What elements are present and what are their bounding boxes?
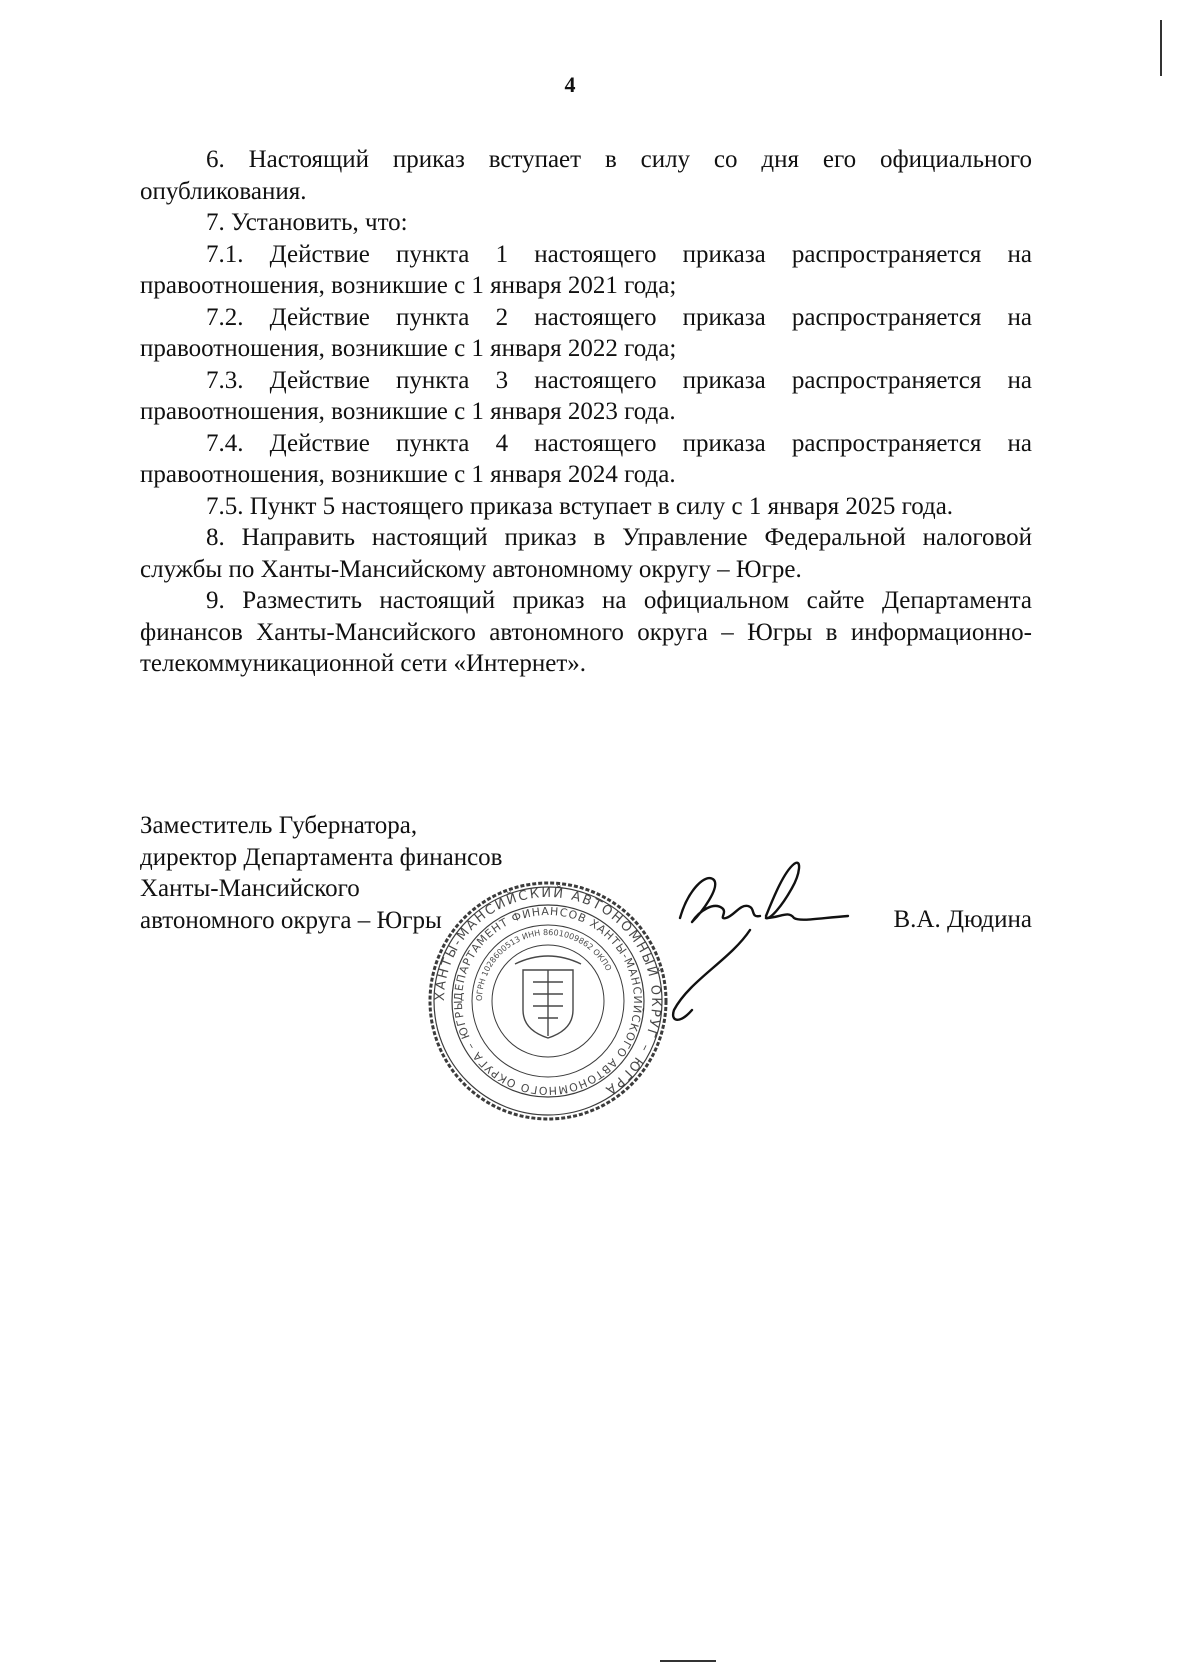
- page-number: 4: [564, 72, 576, 97]
- paragraph-7-1: 7.1. Действие пункта 1 настоящего приказа распространяется на правоотношения, возникшие с 1 января 2021 года;: [140, 240, 1032, 299]
- paragraph-7-5: 7.5. Пункт 5 настоящего приказа вступает в силу с 1 января 2025 года.: [206, 492, 954, 520]
- paragraph-8: 8. Направить настоящий приказ в Управление Федеральной налоговой службы по Ханты-Мансийскому автономному округу – Югре.: [140, 524, 1032, 583]
- stamp-middle-text: ДЕПАРТАМЕНТ ФИНАНСОВ ХАНТЫ-МАНСИЙСКОГО АВТОНОМНОГО ОКРУГА – ЮГРЫ: [451, 904, 645, 1098]
- paragraph-9: 9. Разместить настоящий приказ на официальном сайте Департамента финансов Ханты-Мансийского автономного округа – Югры в информационно-телекоммуникационной сети «Интернет».: [140, 587, 1032, 677]
- signatory-position-line: Заместитель Губернатора,: [140, 812, 418, 839]
- official-seal-stamp: [425, 878, 671, 1124]
- paragraph-7-2: 7.2. Действие пункта 2 настоящего приказа распространяется на правоотношения, возникшие с 1 января 2022 года;: [140, 303, 1032, 362]
- signatory-position-line: Ханты-Мансийского: [140, 875, 360, 902]
- stamp-outer-text: ХАНТЫ-МАНСИЙСКИЙ АВТОНОМНЫЙ ОКРУГ – ЮГРА: [432, 885, 664, 1099]
- paragraph-7: 7. Установить, что:: [206, 209, 408, 236]
- signatory-position-line: директор Департамента финансов: [140, 843, 503, 871]
- paragraph-6: 6. Настоящий приказ вступает в силу со дня его официального опубликования.: [140, 146, 1032, 205]
- document-body: [140, 144, 1032, 680]
- coat-of-arms-emblem: [515, 956, 581, 1038]
- stamp-inner-text: ОГРН 1028600513 ИНН 8601009862 ОКПО: [474, 927, 614, 1002]
- handwritten-signature: [670, 860, 850, 1040]
- scan-artifact-top: [1160, 20, 1162, 76]
- paragraph-7-4: 7.4. Действие пункта 4 настоящего приказа распространяется на правоотношения, возникшие с 1 января 2024 года.: [140, 429, 1032, 488]
- scan-artifact-bottom: [660, 1660, 716, 1662]
- signatory-position-line: автономного округа – Югры: [140, 906, 442, 934]
- paragraph-7-3: 7.3. Действие пункта 3 настоящего приказа распространяется на правоотношения, возникшие с 1 января 2023 года.: [140, 366, 1032, 425]
- signatory-name: В.А. Дюдина: [893, 906, 1032, 933]
